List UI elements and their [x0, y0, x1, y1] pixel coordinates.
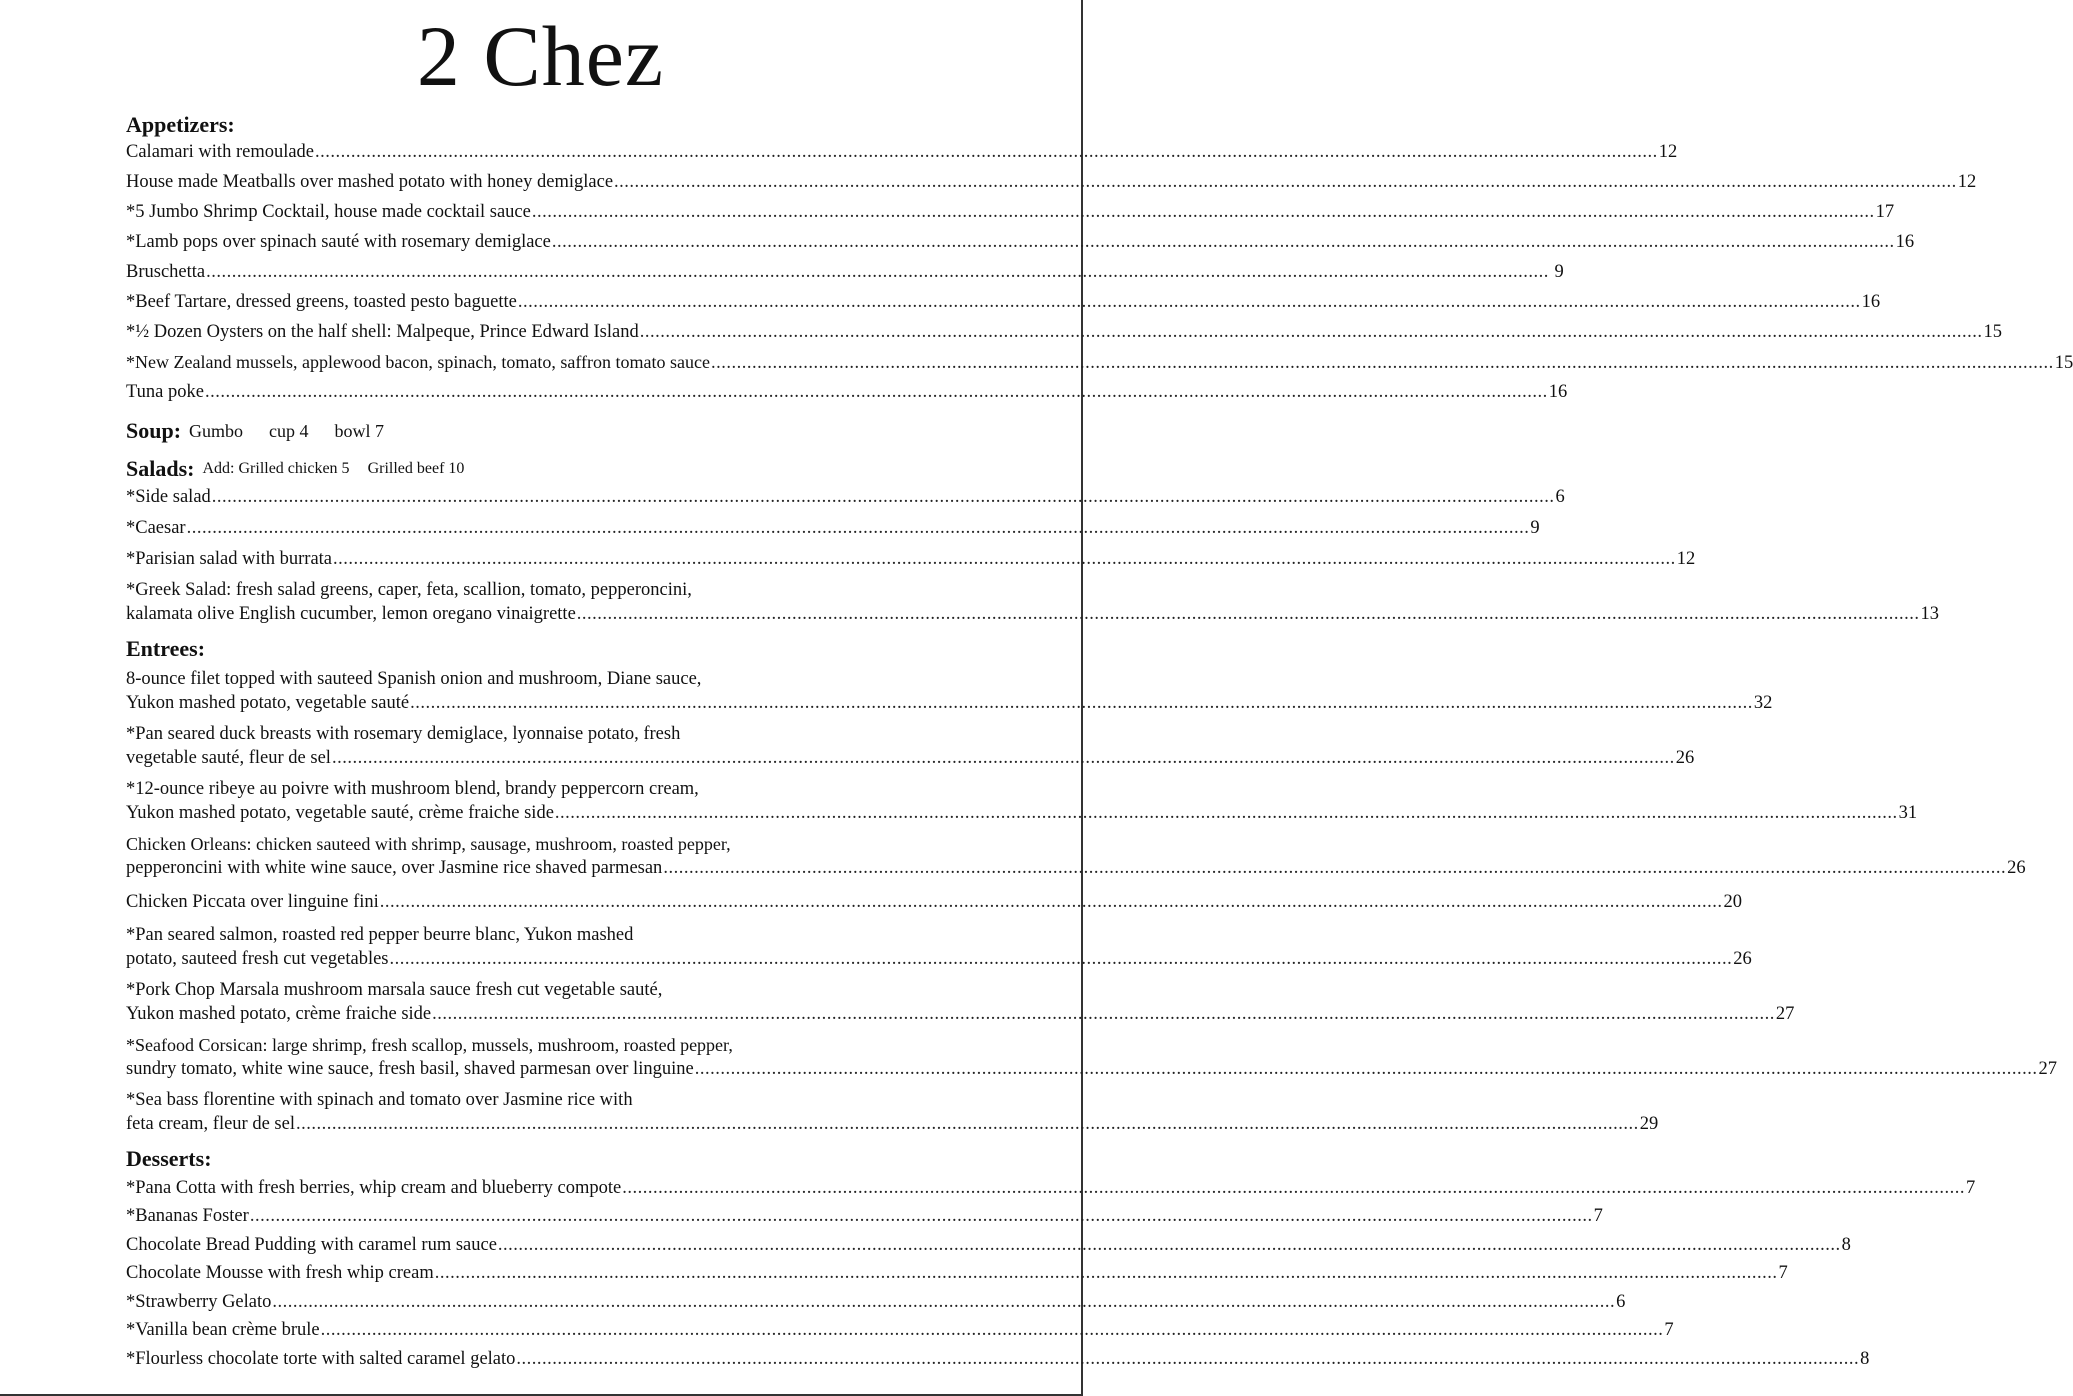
- entrees-list: [126, 668, 2057, 1136]
- desserts-heading: Desserts:: [126, 1146, 212, 1171]
- menu-item: *Flourless chocolate torte with salted caramel gelato ..... 8: [126, 1345, 848, 1374]
- salads-add-chicken: Add: Grilled chicken 5: [202, 460, 350, 477]
- menu-item: *New Zealand mussels, applewood bacon, spinach, tomato, saffron tomato sauce ..... 15: [126, 348, 848, 378]
- salads-list: [126, 482, 1940, 626]
- menu-item: *Bananas Foster ..... 7: [126, 1203, 848, 1232]
- menu-item: *Beef Tartare, dressed greens, toasted pesto baguette ..... 16: [126, 288, 848, 318]
- menu-item: *Greek Salad: fresh salad greens, caper, feta, scallion, tomato, pepperoncini, kalamata olive English cucumber, lemon oregano vinaigrette ..... 13: [126, 579, 848, 626]
- menu-item: *5 Jumbo Shrimp Cocktail, house made cocktail sauce ..... 17: [126, 198, 848, 228]
- menu-item: *Pana Cotta with fresh berries, whip cream and blueberry compote ..... 7: [126, 1174, 848, 1203]
- restaurant-title: 2 Chez: [416, 8, 665, 104]
- menu-item: Bruschetta ..... 9: [126, 258, 848, 288]
- soup-bowl-price: bowl 7: [334, 421, 385, 441]
- appetizers-heading: Appetizers:: [126, 112, 235, 137]
- menu-item: *Pan seared salmon, roasted red pepper beurre blanc, Yukon mashed potato, sauteed fresh cut vegetables ..... 26: [126, 924, 848, 971]
- entrees-heading: Entrees:: [126, 636, 206, 661]
- soup-name: Gumbo: [189, 421, 244, 441]
- menu-content: [126, 110, 2073, 1374]
- menu-item: *12-ounce ribeye au poivre with mushroom blend, brandy peppercorn cream, Yukon mashed potato, vegetable sauté, crème fraiche side ..... 31: [126, 778, 848, 825]
- salads-heading: Salads: Add: Grilled chicken 5 Grilled beef 10: [126, 456, 465, 481]
- menu-item: *Seafood Corsican: large shrimp, fresh scallop, mussels, mushroom, roasted pepper, sundry tomato, white wine sauce, fresh basil, shaved parmesan over linguine ..... 27: [126, 1034, 848, 1081]
- menu-item: *Caesar ..... 9: [126, 513, 848, 544]
- soup-cup-price: cup 4: [269, 421, 309, 441]
- menu-item: *Strawberry Gelato ..... 6: [126, 1288, 848, 1317]
- appetizers-list: [126, 138, 2073, 408]
- menu-item: Calamari with remoulade ..... 12: [126, 138, 848, 168]
- menu-item: *Lamb pops over spinach sauté with rosemary demiglace ..... 16: [126, 228, 848, 258]
- menu-item: 8-ounce filet topped with sauteed Spanish onion and mushroom, Diane sauce, Yukon mashed potato, vegetable sauté ..... 32: [126, 668, 848, 715]
- menu-item: *Pork Chop Marsala mushroom marsala sauce fresh cut vegetable sauté, Yukon mashed potato, crème fraiche side ..... 27: [126, 979, 848, 1026]
- soup-heading: Soup: Gumbo cup 4 bowl 7: [126, 418, 385, 443]
- salads-add-beef: Grilled beef 10: [367, 460, 465, 477]
- menu-item: Chicken Orleans: chicken sauteed with shrimp, sausage, mushroom, roasted pepper, pepperoncini with white wine sauce, over Jasmine rice shaved parmesan ..... 26: [126, 833, 848, 880]
- menu-item: *Parisian salad with burrata ..... 12: [126, 544, 848, 575]
- menu-item: *Pan seared duck breasts with rosemary demiglace, lyonnaise potato, fresh vegetable sauté, fleur de sel ..... 26: [126, 723, 848, 770]
- menu-item: House made Meatballs over mashed potato with honey demiglace ..... 12: [126, 168, 848, 198]
- menu-item: Chocolate Mousse with fresh whip cream ..... 7: [126, 1260, 848, 1289]
- desserts-list: [126, 1174, 1976, 1374]
- menu-item: *½ Dozen Oysters on the half shell: Malpeque, Prince Edward Island ..... 15: [126, 318, 848, 348]
- menu-item: Chicken Piccata over linguine fini ..... 20: [126, 888, 848, 918]
- menu-item: *Vanilla bean crème brule ..... 7: [126, 1317, 848, 1346]
- menu-item: Chocolate Bread Pudding with caramel rum sauce ..... 8: [126, 1231, 848, 1260]
- menu-item: Tuna poke ..... 16: [126, 378, 848, 408]
- menu-item: *Side salad ..... 6: [126, 482, 848, 513]
- menu-item: *Sea bass florentine with spinach and tomato over Jasmine rice with feta cream, fleur de sel ..... 29: [126, 1089, 848, 1136]
